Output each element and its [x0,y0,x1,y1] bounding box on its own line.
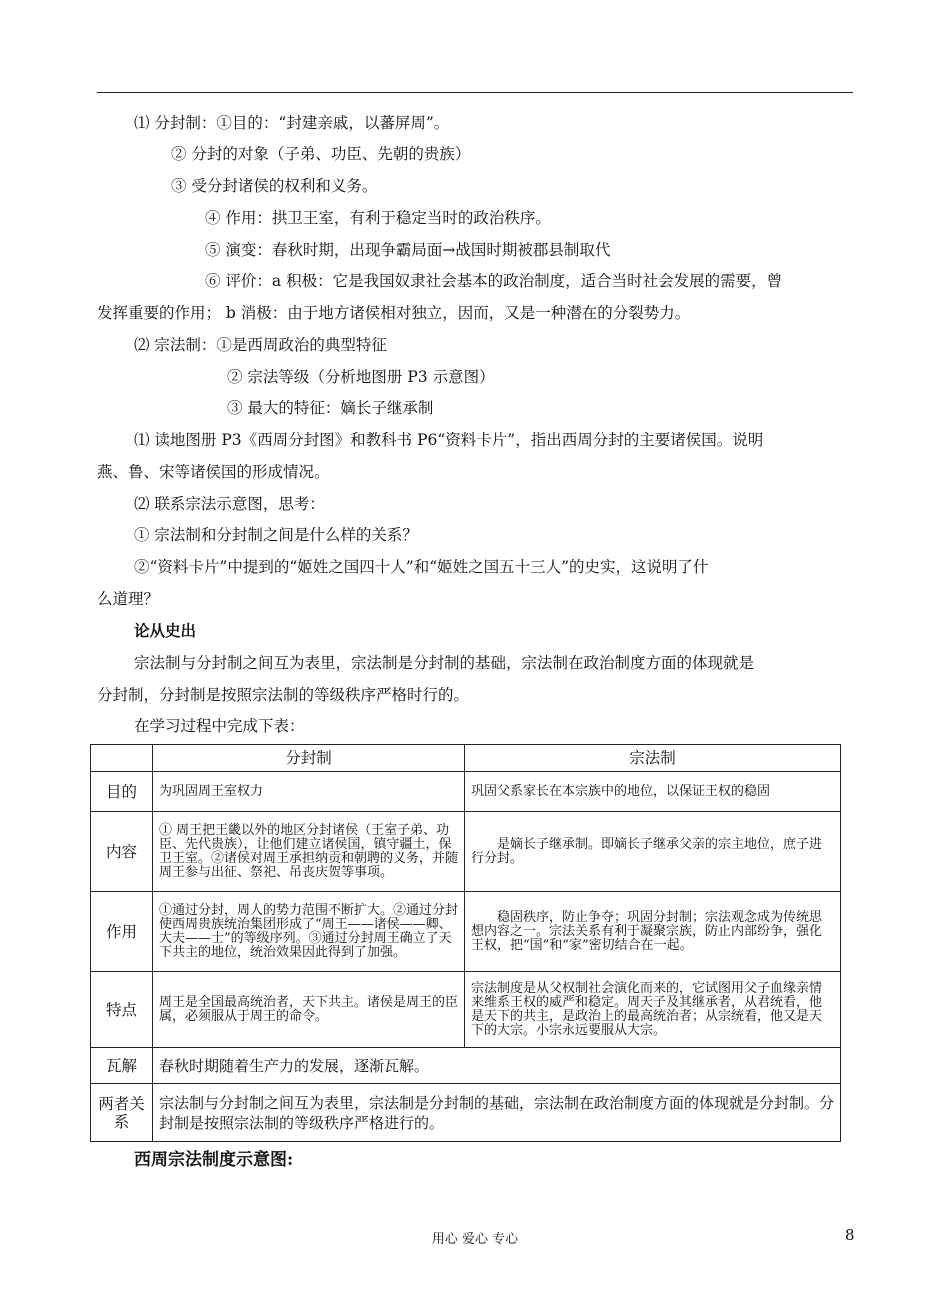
table-row [91,1048,841,1084]
cell-fenfeng-neirong: ① 周王把王畿以外的地区分封诸侯（王室子弟、功臣、先代贵族），让他们建立诸侯国，镇守疆土，保卫王室。②诸侯对周王承担纳贡和朝聘的义务，并随周王参与出征、祭祀、吊丧庆贺等事项。 [153,812,465,892]
cell-guanxi: 宗法制与分封制之间互为表里，宗法制是分封制的基础，宗法制在政治制度方面的体现就是分封制。分封制是按照宗法制的等级秩序严格进行的。 [153,1084,841,1142]
table-instruction: 在学习过程中完成下表： [134,717,305,735]
row-label-tedian: 特点 [91,972,153,1048]
cell-wajie: 春秋时期随着生产力的发展，逐渐瓦解。 [153,1048,841,1084]
cell-fenfeng-mudi: 为巩固周王室权力 [153,772,465,812]
question-2-2-cont: 么道理？ [97,590,160,608]
table-header-row [91,745,841,772]
row-label-wajie: 瓦解 [91,1048,153,1084]
outline-zongfa-feature: ③ 最大的特征：嫡长子继承制 [227,399,434,417]
comparison-table [90,744,841,1142]
question-2-1: ① 宗法制和分封制之间是什么样的关系？ [134,526,418,544]
row-label-guanxi: 两者关系 [91,1084,153,1142]
header-fenfeng: 分封制 [153,745,465,772]
cell-zongfa-mudi: 巩固父系家长在本宗族中的地位，以保证王权的稳固 [465,772,841,812]
table-row [91,812,841,892]
question-2-2: ②“资料卡片”中提到的“姬姓之国四十人”和“姬姓之国五十三人”的史实，这说明了什 [134,558,709,576]
row-label-mudi: 目的 [91,772,153,812]
table-row [91,1084,841,1142]
section-heading: 论从史出 [134,621,197,640]
outline-fenfeng: ⑴ 分封制：①目的：“封建亲戚，以蕃屏周”。 [134,114,450,132]
row-label-zuoyong: 作用 [91,892,153,972]
diagram-title: 西周宗法制度示意图: [134,1150,294,1170]
row-label-neirong: 内容 [91,812,153,892]
header-empty-cell [91,745,153,772]
outline-fenfeng-objects: ② 分封的对象（子弟、功臣、先朝的贵族） [171,145,471,163]
outline-zongfa: ⑵ 宗法制：①是西周政治的典型特征 [134,336,387,354]
cell-fenfeng-tedian: 周王是全国最高统治者，天下共主。诸侯是周王的臣属，必须服从于周王的命令。 [153,972,465,1048]
section-paragraph-cont: 分封制，分封制是按照宗法制的等级秩序严格时行的。 [97,686,470,704]
header-zongfa: 宗法制 [465,745,841,772]
outline-zongfa-levels: ② 宗法等级（分析地图册 P3 示意图） [227,368,495,386]
table-row [91,892,841,972]
outline-fenfeng-evolution: ⑤ 演变：春秋时期，出现争霸局面→战国时期被郡县制取代 [205,241,611,259]
question-1-cont: 燕、鲁、宋等诸侯国的形成情况。 [97,463,330,481]
section-paragraph: 宗法制与分封制之间互为表里，宗法制是分封制的基础，宗法制在政治制度方面的体现就是 [134,654,755,672]
cell-zongfa-neirong: 是嫡长子继承制。即嫡长子继承父亲的宗主地位，庶子进行分封。 [465,812,841,892]
outline-fenfeng-evaluation: ⑥ 评价：a 积极：它是我国奴隶社会基本的政治制度，适合当时社会发展的需要，曾 [205,272,783,290]
table-row [91,972,841,1048]
cell-zongfa-tedian: 宗法制度是从父权制社会演化而来的，它试图用父子血缘亲情来维系王权的威严和稳定。周天子及其继承者，从君统看，他是天下的共主，是政治上的最高统治者；从宗统看，他又是天下的大宗。小宗永远要服从大宗。 [465,972,841,1048]
question-2: ⑵ 联系宗法示意图，思考： [134,495,325,513]
cell-fenfeng-zuoyong: ①通过分封，周人的势力范围不断扩大。②通过分封使西周贵族统治集团形成了“周王——诸侯——卿、大夫——士”的等级序列。③通过分封周王确立了天下共主的地位，统治效果因此得到了加强。 [153,892,465,972]
page-footer: 用心 爱心 专心 [431,1232,519,1247]
cell-zongfa-zuoyong: 稳固秩序，防止争夺；巩固分封制；宗法观念成为传统思想内容之一。宗法关系有利于凝聚宗族，防止内部纷争，强化王权，把“国”和“家”密切结合在一起。 [465,892,841,972]
question-1: ⑴ 读地图册 P3《西周分封图》和教科书 P6“资料卡片”，指出西周分封的主要诸侯国。说明 [134,431,764,449]
outline-fenfeng-role: ④ 作用：拱卫王室，有利于稳定当时的政治秩序。 [205,209,551,227]
header-rule [97,92,853,93]
table-row [91,772,841,812]
outline-fenfeng-evaluation-cont: 发挥重要的作用； b 消极：由于地方诸侯相对独立，因而，又是一种潜在的分裂势力。 [97,304,691,322]
page-number: 8 [845,1226,855,1244]
outline-fenfeng-rights: ③ 受分封诸侯的权利和义务。 [171,177,378,195]
